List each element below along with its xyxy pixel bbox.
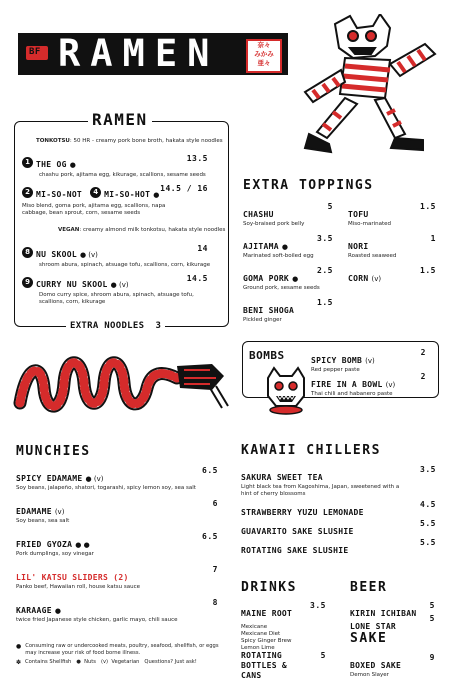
item-desc: shroom abura, spinach, atsuage tofu, scallions, corn, kikurage — [39, 262, 211, 268]
extra-noodles-price: 3 — [155, 321, 162, 331]
brand-title: RAMEN — [58, 32, 220, 75]
munchie-desc: Soy beans, jalapeño, shatori, togarashi, spicy lemon soy, sea salt — [16, 485, 196, 491]
bomb-fire-in-a-bowl — [311, 372, 426, 398]
bomb-monster-illustration — [262, 366, 310, 416]
chiller-name: ROTATING SAKE SLUSHIE — [241, 546, 349, 555]
bomb-price: 2 — [420, 372, 426, 381]
nuts-icon: ● — [54, 607, 61, 615]
menu-item-nu-skool — [22, 242, 220, 269]
toppings-title: EXTRA TOPPINGS — [243, 178, 374, 193]
munchie-price: 6.5 — [202, 466, 218, 475]
vegan-line — [58, 227, 228, 234]
vegan-desc: : creamy almond milk tonkotsu, hakata style noodles — [79, 227, 226, 233]
item-number-2: 4 — [90, 187, 101, 198]
topping-desc: Ground pork, sesame seeds — [243, 285, 320, 291]
footnote — [16, 643, 221, 666]
munchie-price: 6 — [212, 499, 218, 508]
chiller-name: GUAVARITO SAKE SLUSHIE — [241, 527, 354, 536]
munchie-name: LIL' KATSU SLIDERS (2) — [16, 573, 129, 582]
munchie-desc: Panko beef, Hawaiian roll, house katsu sauce — [16, 584, 140, 590]
nuts-vegetarian-icon: ● (v) — [110, 281, 129, 289]
munchie-price: 6.5 — [202, 532, 218, 541]
allergen-legend: Contains Shellfish ● Nuts (v) Vegetarian Questions? Just ask! — [25, 659, 197, 665]
drink-price: 3.5 — [310, 601, 326, 610]
topping-price: 3.5 — [317, 234, 333, 243]
munchie-spicy-edamame — [16, 466, 218, 492]
topping-ajitama — [243, 234, 333, 260]
vegetarian-icon: (v) — [54, 508, 65, 516]
shellfish-nuts-icon: ● ● — [75, 541, 90, 549]
vegetarian-icon: (v) — [365, 357, 375, 365]
item-price: 14 — [197, 244, 208, 253]
item-number: 1 — [22, 157, 33, 168]
nuts-icon: ● — [69, 161, 76, 169]
kawaii-title: KAWAII CHILLERS — [241, 443, 381, 458]
topping-price: 1.5 — [420, 202, 436, 211]
munchie-desc: twice fried Japanese style chicken, garlic mayo, chili sauce — [16, 617, 178, 623]
munchie-fried-gyoza — [16, 532, 218, 558]
drink-price: 5 — [320, 651, 326, 660]
beer-name: KIRIN ICHIBAN — [350, 609, 417, 618]
item-price: 13.5 — [186, 154, 208, 163]
topping-name: NORI — [348, 242, 369, 251]
header-mascot-illustration — [295, 14, 445, 154]
topping-desc: Roasted seaweed — [348, 253, 397, 259]
item-desc: Miso blend, goma pork, ajitama egg, scallions, napa cabbage, bean sprout, corn, sesame seeds — [22, 203, 166, 216]
chiller-name: STRAWBERRY YUZU LEMONADE — [241, 508, 364, 517]
munchie-karaage — [16, 598, 218, 624]
munchie-desc: Pork dumplings, soy vinegar — [16, 551, 94, 557]
chiller-price: 5.5 — [420, 538, 436, 547]
topping-name: AJITAMA — [243, 242, 279, 251]
topping-name: CORN — [348, 274, 369, 283]
drink-flavor: Lemon Lime — [241, 645, 275, 651]
header-banner — [18, 33, 288, 75]
topping-desc: Marinated soft-boiled egg — [243, 253, 314, 259]
munchie-name: EDAMAME — [16, 507, 52, 516]
item-number: 8 — [22, 247, 33, 258]
chiller-rotating-sake — [241, 538, 436, 557]
drink-rotating-bottles — [241, 651, 326, 681]
item-name: MI-SO-NOT — [36, 190, 83, 199]
item-number: 9 — [22, 277, 33, 288]
tonkotsu-label: TONKOTSU — [36, 138, 70, 144]
brand-stamp-text: 奈々 みかみ 亜々 — [254, 41, 274, 67]
topping-desc: Soy-braised pork belly — [243, 221, 305, 227]
vegan-label: VEGAN — [58, 227, 80, 233]
drink-flavor: Spicy Ginger Brew — [241, 638, 292, 644]
warning-icon: ● — [16, 643, 22, 650]
item-number: 2 — [22, 187, 33, 198]
beer-price: 5 — [429, 614, 435, 623]
munchie-price: 7 — [212, 565, 218, 574]
bomb-name: FIRE IN A BOWL — [311, 380, 383, 389]
shellfish-icon: ✽ — [16, 659, 22, 666]
topping-price: 5 — [327, 202, 333, 211]
topping-price: 2.5 — [317, 266, 333, 275]
beer-name: LONE STAR — [350, 622, 397, 631]
topping-desc: Miso-marinated — [348, 221, 391, 227]
menu-item-the-og — [22, 152, 220, 179]
sake-title: SAKE — [350, 631, 388, 646]
nuts-vegetarian-icon: ● (v) — [79, 251, 98, 259]
nuts-vegetarian-icon: ● (v) — [85, 475, 104, 483]
sake-boxed — [350, 653, 435, 679]
bombs-title: BOMBS — [249, 349, 285, 362]
topping-name: BENI SHOGA — [243, 306, 295, 315]
topping-nori — [348, 234, 436, 260]
chiller-desc: Light black tea from Kagoshima, Japan, sweetened with a hint of cherry blossoms — [241, 484, 400, 497]
drink-flavor: Mexicane — [241, 624, 268, 630]
beer-title: BEER — [350, 580, 388, 595]
munchie-lil-katsu-sliders — [16, 565, 218, 591]
extra-noodles-label: EXTRA NOODLES — [70, 321, 145, 331]
beer-price: 5 — [429, 601, 435, 610]
sake-name: BOXED SAKE — [350, 661, 402, 670]
ramen-title: RAMEN — [88, 110, 152, 129]
munchie-name: FRIED GYOZA — [16, 540, 73, 549]
topping-name: GOMA PORK — [243, 274, 290, 283]
drink-maine-root — [241, 601, 326, 652]
raw-food-warning: Consuming raw or undercooked meats, poultry, seafood, shellfish, or eggs may increase your risk of food borne illness. — [25, 643, 219, 656]
drink-flavor: Mexicane Diet — [241, 631, 281, 637]
bomb-name: SPICY BOMB — [311, 356, 363, 365]
munchie-desc: Soy beans, sea salt — [16, 518, 70, 524]
tonkotsu-desc: : 50 HR - creamy pork bone broth, hakata style noodles — [69, 138, 223, 144]
extra-noodles — [66, 313, 165, 332]
bomb-spicy-bomb — [311, 348, 426, 374]
drink-name: MAINE ROOT — [241, 609, 293, 618]
munchies-title: MUNCHIES — [16, 444, 91, 459]
topping-price: 1.5 — [420, 266, 436, 275]
chiller-price: 4.5 — [420, 500, 436, 509]
chiller-strawberry-yuzu — [241, 500, 436, 519]
topping-name: TOFU — [348, 210, 369, 219]
item-desc: chashu pork, ajitama egg, kikurage, scallions, sesame seeds — [39, 172, 206, 178]
topping-desc: Pickled ginger — [243, 317, 282, 323]
brand-stamp — [246, 39, 282, 73]
item-price: 14.5 / 16 — [160, 184, 208, 193]
topping-chashu — [243, 202, 333, 228]
bomb-desc: Thai chili and habanero paste — [311, 391, 393, 397]
vegetarian-icon: (v) — [385, 381, 396, 389]
nuts-icon: ● — [292, 275, 299, 283]
nuts-icon: ● — [281, 243, 288, 251]
chiller-guavarito — [241, 519, 436, 538]
topping-goma-pork — [243, 266, 333, 292]
bomb-desc: Red pepper paste — [311, 367, 360, 373]
chiller-price: 5.5 — [420, 519, 436, 528]
topping-beni-shoga — [243, 298, 333, 324]
item-price: 14.5 — [186, 274, 208, 283]
item-name-2: MI-SO-HOT — [104, 190, 151, 199]
munchie-name: KARAAGE — [16, 606, 52, 615]
item-name: CURRY NU SKOOL — [36, 280, 108, 289]
topping-price: 1 — [430, 234, 436, 243]
menu-item-curry-nu-skool — [22, 272, 220, 306]
chiller-sakura-sweet-tea — [241, 465, 436, 498]
header-prefix: BF — [29, 47, 41, 57]
tonkotsu-line — [36, 138, 226, 145]
munchie-name: SPICY EDAMAME — [16, 474, 83, 483]
item-name: NU SKOOL — [36, 250, 77, 259]
bomb-price: 2 — [420, 348, 426, 357]
munchie-price: 8 — [212, 598, 218, 607]
topping-name: CHASHU — [243, 210, 274, 219]
sake-desc: Demon Slayer — [350, 672, 389, 678]
nuts-icon: ● — [153, 191, 160, 199]
drink-name: ROTATING BOTTLES & CANS — [241, 651, 288, 680]
munchie-edamame — [16, 499, 218, 525]
topping-price: 1.5 — [317, 298, 333, 307]
item-desc: Domo curry spice, shroom abura, spinach, atsuage tofu, scallions, corn, kikurage — [39, 292, 194, 305]
noodle-snake-illustration — [12, 348, 232, 418]
vegetarian-icon: (v) — [371, 275, 382, 283]
drinks-title: DRINKS — [241, 580, 297, 595]
sake-price: 9 — [429, 653, 435, 662]
item-name: THE OG — [36, 160, 67, 169]
menu-item-miso — [22, 182, 220, 217]
chiller-name: SAKURA SWEET TEA — [241, 473, 323, 482]
topping-tofu — [348, 202, 436, 228]
topping-corn — [348, 266, 436, 285]
chiller-price: 3.5 — [420, 465, 436, 474]
